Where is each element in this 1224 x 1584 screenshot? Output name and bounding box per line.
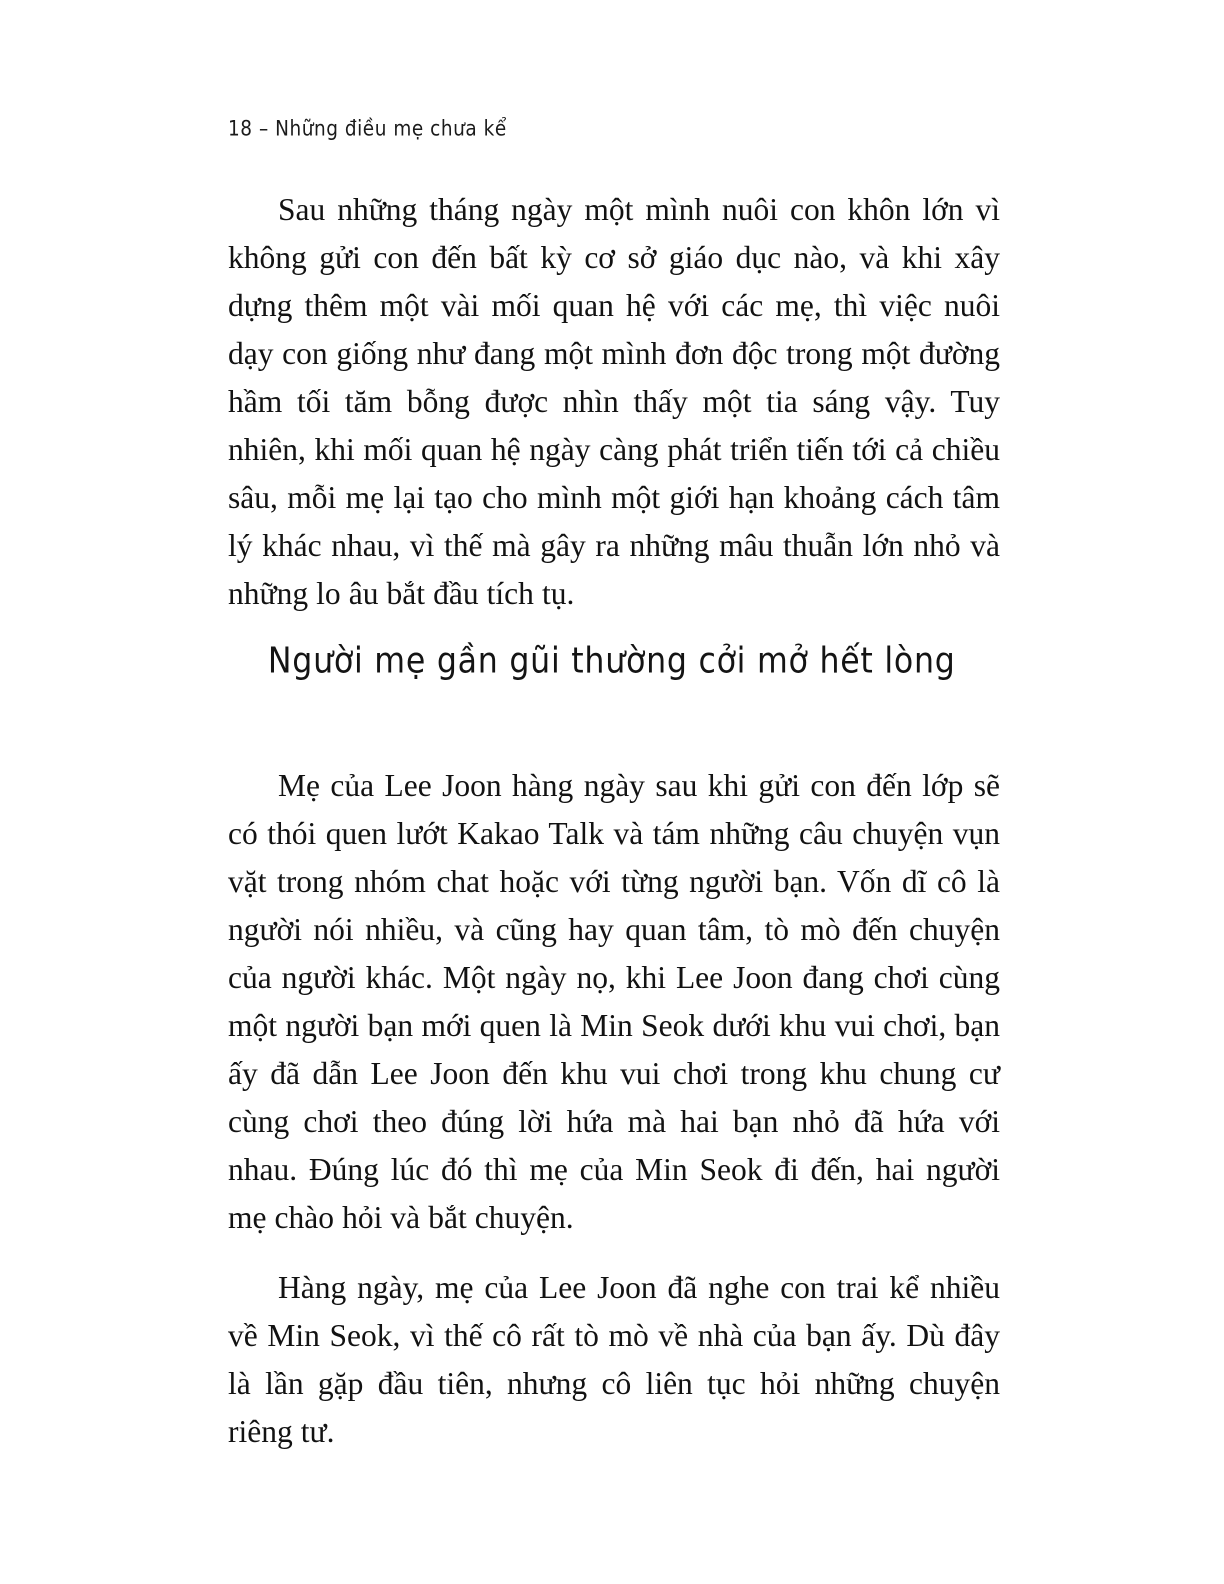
running-head: 18 – Những điều mẹ chưa kể — [228, 116, 507, 141]
paragraph-3: Hàng ngày, mẹ của Lee Joon đã nghe con trai kể nhiều về Min Seok, vì thế cô rất tò mò về nhà của bạn ấy. Dù đây là lần gặp đầu tiên, nhưng cô liên tục hỏi những chuyện riêng tư. — [228, 1270, 1000, 1449]
paragraph-1: Sau những tháng ngày một mình nuôi con khôn lớn vì không gửi con đến bất kỳ cơ sở giáo dục nào, và khi xây dựng thêm một vài mối quan hệ với các mẹ, thì việc nuôi dạy con giống như đang một mình đơn độc trong một đường hầm tối tăm bỗng được nhìn thấy một tia sáng vậy. Tuy nhiên, khi mối quan hệ ngày càng phát triển tiến tới cả chiều sâu, mỗi mẹ lại tạo cho mình một giới hạn khoảng cách tâm lý khác nhau, vì thế mà gây ra những mâu thuẫn lớn nhỏ và những lo âu bắt đầu tích tụ. — [228, 192, 1000, 611]
paragraph-2: Mẹ của Lee Joon hàng ngày sau khi gửi con đến lớp sẽ có thói quen lướt Kakao Talk và tám những câu chuyện vụn vặt trong nhóm chat hoặc với từng người bạn. Vốn dĩ cô là người nói nhiều, và cũng hay quan tâm, tò mò đến chuyện của người khác. Một ngày nọ, khi Lee Joon đang chơi cùng một người bạn mới quen là Min Seok dưới khu vui chơi, bạn ấy đã dẫn Lee Joon đến khu vui chơi trong khu chung cư cùng chơi theo đúng lời hứa mà hai bạn nhỏ đã hứa với nhau. Đúng lúc đó thì mẹ của Min Seok đi đến, hai người mẹ chào hỏi và bắt chuyện. — [228, 768, 1000, 1235]
section-heading — [0, 640, 1224, 683]
body-text-upper — [228, 186, 1000, 618]
section-heading-text: Người mẹ gần gũi thường cởi mở hết lòng — [268, 639, 956, 682]
body-text-lower — [228, 762, 1000, 1456]
